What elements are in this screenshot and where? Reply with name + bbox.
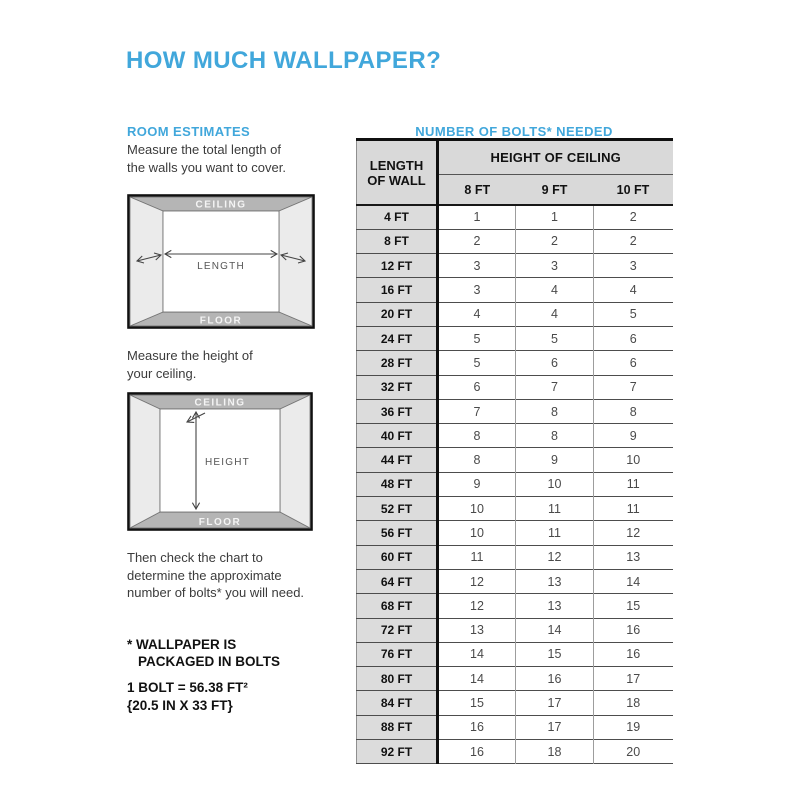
bolt-count-cell: 17 xyxy=(516,715,594,739)
bolt-count-cell: 4 xyxy=(438,302,516,326)
bolt-count-cell: 16 xyxy=(594,618,673,642)
bolt-count-cell: 16 xyxy=(594,642,673,666)
check-chart-instruction xyxy=(127,549,304,602)
bolt-count-cell: 16 xyxy=(438,715,516,739)
bolt-count-cell: 16 xyxy=(516,667,594,691)
instruction-line: the walls you want to cover. xyxy=(127,159,286,175)
bolt-count-cell: 18 xyxy=(516,740,594,764)
length-of-wall-header-line: OF WALL xyxy=(367,172,426,188)
bolt-count-cell: 8 xyxy=(516,424,594,448)
bolt-count-cell: 13 xyxy=(438,618,516,642)
measure-height-instruction xyxy=(127,347,253,382)
bolt-count-cell: 9 xyxy=(594,424,673,448)
table-row xyxy=(357,254,673,278)
wall-length-cell: 56 FT xyxy=(357,521,438,545)
table-row xyxy=(357,569,673,593)
wall-length-cell: 8 FT xyxy=(357,229,438,253)
right-wall-plane xyxy=(279,197,312,326)
length-of-wall-header-line: LENGTH xyxy=(369,157,424,173)
wall-length-cell: 84 FT xyxy=(357,691,438,715)
wall-length-cell: 76 FT xyxy=(357,642,438,666)
bolt-count-cell: 15 xyxy=(516,642,594,666)
table-row xyxy=(357,497,673,521)
bolt-count-cell: 5 xyxy=(438,351,516,375)
bolt-count-cell: 3 xyxy=(438,278,516,302)
bolt-count-cell: 7 xyxy=(594,375,673,399)
table-row xyxy=(357,691,673,715)
table-row xyxy=(357,618,673,642)
bolt-count-cell: 6 xyxy=(594,351,673,375)
wall-length-cell: 40 FT xyxy=(357,424,438,448)
bolt-count-cell: 10 xyxy=(594,448,673,472)
bolt-count-cell: 15 xyxy=(594,594,673,618)
bolt-count-cell: 6 xyxy=(438,375,516,399)
room-estimates-heading: ROOM ESTIMATES xyxy=(127,123,251,139)
bolt-count-cell: 19 xyxy=(594,715,673,739)
wall-length-cell: 44 FT xyxy=(357,448,438,472)
footnote-line: * WALLPAPER IS xyxy=(127,637,237,652)
instruction-line: your ceiling. xyxy=(127,365,197,381)
table-row xyxy=(357,229,673,253)
ceiling-height-col-header: 10 FT xyxy=(594,175,673,206)
bolt-count-cell: 1 xyxy=(516,205,594,229)
bolt-count-cell: 17 xyxy=(516,691,594,715)
bolt-count-cell: 7 xyxy=(516,375,594,399)
bolt-count-cell: 11 xyxy=(516,521,594,545)
instruction-line: Measure the height of xyxy=(127,348,253,363)
table-row xyxy=(357,351,673,375)
wall-length-cell: 92 FT xyxy=(357,740,438,764)
bolt-size-line: 1 BOLT = 56.38 FT² xyxy=(127,680,248,695)
bolt-count-cell: 8 xyxy=(516,399,594,423)
bolt-count-cell: 4 xyxy=(516,278,594,302)
bolt-count-cell: 6 xyxy=(594,326,673,350)
bolt-count-cell: 16 xyxy=(438,740,516,764)
wall-length-cell: 64 FT xyxy=(357,569,438,593)
bolt-size-line: {20.5 IN X 33 FT} xyxy=(127,697,233,713)
bolt-count-cell: 4 xyxy=(516,302,594,326)
wall-length-cell: 68 FT xyxy=(357,594,438,618)
bolt-count-cell: 8 xyxy=(594,399,673,423)
wall-length-cell: 52 FT xyxy=(357,497,438,521)
left-wall-plane xyxy=(130,197,163,326)
bolt-count-cell: 5 xyxy=(516,326,594,350)
wall-length-cell: 80 FT xyxy=(357,667,438,691)
bolt-count-cell: 17 xyxy=(594,667,673,691)
table-header-row xyxy=(357,140,673,175)
bolt-count-cell: 3 xyxy=(516,254,594,278)
table-row xyxy=(357,545,673,569)
height-measure-label: HEIGHT xyxy=(205,457,250,468)
table-row xyxy=(357,302,673,326)
bolt-count-cell: 20 xyxy=(594,740,673,764)
room-length-diagram xyxy=(127,194,315,330)
table-row xyxy=(357,375,673,399)
bolt-count-cell: 14 xyxy=(438,642,516,666)
bolt-count-cell: 8 xyxy=(438,424,516,448)
table-row xyxy=(357,521,673,545)
bolt-count-cell: 14 xyxy=(516,618,594,642)
measure-length-instruction xyxy=(127,141,286,176)
bolt-count-cell: 11 xyxy=(516,497,594,521)
wallpaper-bolts-footnote xyxy=(127,636,280,670)
wall-length-cell: 72 FT xyxy=(357,618,438,642)
table-row xyxy=(357,326,673,350)
bolt-count-cell: 15 xyxy=(438,691,516,715)
table-row xyxy=(357,472,673,496)
bolt-count-cell: 2 xyxy=(438,229,516,253)
height-of-ceiling-header: HEIGHT OF CEILING xyxy=(438,140,673,175)
length-measure-label: LENGTH xyxy=(197,261,245,272)
instruction-line: number of bolts* you will need. xyxy=(127,585,305,600)
wall-length-cell: 60 FT xyxy=(357,545,438,569)
bolt-count-cell: 2 xyxy=(516,229,594,253)
table-row xyxy=(357,448,673,472)
bolt-count-cell: 10 xyxy=(438,521,516,545)
instruction-line: Measure the total length of xyxy=(127,142,281,157)
left-wall-plane xyxy=(130,395,160,528)
page-title: HOW MUCH WALLPAPER? xyxy=(126,47,442,75)
bolt-count-cell: 4 xyxy=(594,278,673,302)
table-row xyxy=(357,594,673,618)
table-row xyxy=(357,278,673,302)
room-height-diagram xyxy=(127,392,313,531)
bolt-count-cell: 8 xyxy=(438,448,516,472)
wall-length-cell: 48 FT xyxy=(357,472,438,496)
bolt-count-cell: 3 xyxy=(438,254,516,278)
table-row xyxy=(357,642,673,666)
ceiling-height-col-header: 8 FT xyxy=(438,175,516,206)
bolt-table-body xyxy=(357,205,673,764)
bolt-count-cell: 13 xyxy=(516,594,594,618)
bolt-size-note xyxy=(127,679,248,714)
ceiling-label: CEILING xyxy=(194,397,246,409)
table-row xyxy=(357,667,673,691)
wall-length-cell: 32 FT xyxy=(357,375,438,399)
table-row xyxy=(357,399,673,423)
ceiling-height-col-header: 9 FT xyxy=(516,175,594,206)
footnote-line: PACKAGED IN BOLTS xyxy=(138,654,281,669)
floor-label: FLOOR xyxy=(198,517,242,528)
ceiling-label: CEILING xyxy=(195,199,247,211)
bolt-count-cell: 2 xyxy=(594,229,673,253)
bolt-count-cell: 3 xyxy=(594,254,673,278)
wall-length-cell: 4 FT xyxy=(357,205,438,229)
bolt-count-cell: 13 xyxy=(594,545,673,569)
bolt-count-cell: 11 xyxy=(594,472,673,496)
bolt-count-cell: 10 xyxy=(516,472,594,496)
bolt-count-cell: 13 xyxy=(516,569,594,593)
bolt-count-cell: 9 xyxy=(516,448,594,472)
wall-length-cell: 12 FT xyxy=(357,254,438,278)
bolt-count-cell: 12 xyxy=(438,569,516,593)
bolt-count-cell: 12 xyxy=(594,521,673,545)
bolt-count-cell: 6 xyxy=(516,351,594,375)
bolt-count-cell: 10 xyxy=(438,497,516,521)
bolts-table xyxy=(356,138,673,764)
instruction-line: determine the approximate xyxy=(127,567,282,583)
bolt-count-cell: 5 xyxy=(438,326,516,350)
bolt-count-cell: 18 xyxy=(594,691,673,715)
wall-length-cell: 16 FT xyxy=(357,278,438,302)
bolt-count-cell: 11 xyxy=(594,497,673,521)
table-row xyxy=(357,205,673,229)
table-row xyxy=(357,424,673,448)
bolt-count-cell: 7 xyxy=(438,399,516,423)
floor-label: FLOOR xyxy=(199,315,243,327)
wall-length-cell: 36 FT xyxy=(357,399,438,423)
wall-length-cell: 88 FT xyxy=(357,715,438,739)
bolt-count-cell: 12 xyxy=(516,545,594,569)
wall-length-cell: 20 FT xyxy=(357,302,438,326)
bolt-count-cell: 2 xyxy=(594,205,673,229)
instruction-line: Then check the chart to xyxy=(127,550,263,565)
bolts-table-heading: NUMBER OF BOLTS* NEEDED xyxy=(415,123,613,139)
right-wall-plane xyxy=(280,395,310,528)
bolt-count-cell: 5 xyxy=(594,302,673,326)
bolt-count-cell: 1 xyxy=(438,205,516,229)
bolt-count-cell: 14 xyxy=(438,667,516,691)
bolt-count-cell: 14 xyxy=(594,569,673,593)
wall-length-cell: 28 FT xyxy=(357,351,438,375)
length-of-wall-header xyxy=(357,140,438,206)
wall-length-cell: 24 FT xyxy=(357,326,438,350)
table-row xyxy=(357,715,673,739)
bolt-count-cell: 12 xyxy=(438,594,516,618)
bolt-count-cell: 9 xyxy=(438,472,516,496)
table-row xyxy=(357,740,673,764)
bolt-count-cell: 11 xyxy=(438,545,516,569)
